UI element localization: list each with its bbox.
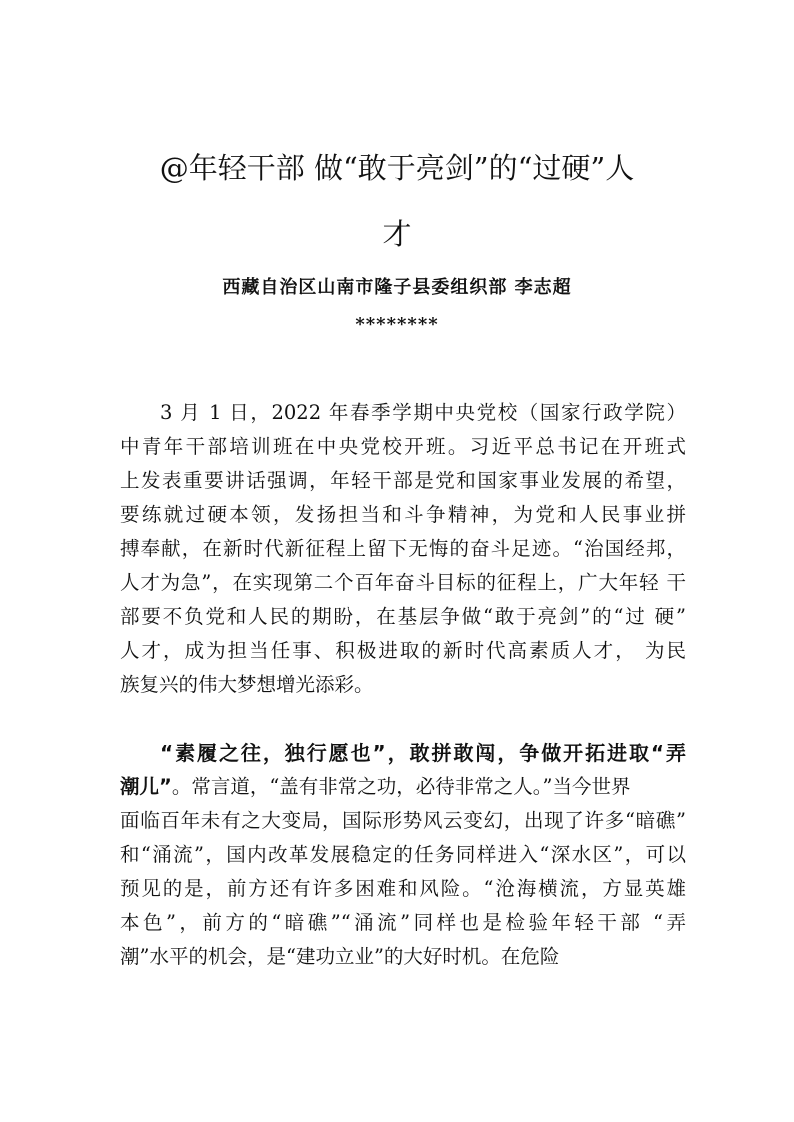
paragraph1-line: 人才为急”，在实现第二个百年奋斗目标的征程上，广大年轻 干	[120, 571, 686, 594]
paragraph1-line: 族复兴的伟大梦想增光添彩。	[120, 673, 374, 696]
author-line: 西藏自治区山南市隆子县委组织部 李志超	[222, 277, 572, 298]
paragraph1-line: 要练就过硬本领，发扬担当和斗争精神，为党和人民事业拼	[120, 503, 686, 526]
paragraph2-line: 潮”水平的机会，是“建功立业”的大好时机。在危险	[120, 945, 560, 968]
paragraph1-line: 中青年干部培训班在中央党校开班。习近平总书记在开班式	[120, 435, 686, 458]
paragraph2-heading: “素履之往，独行愿也”，敢拼敢闯，争做开拓进取“弄	[160, 741, 686, 765]
separator: ********	[355, 314, 439, 335]
paragraph1-line: 人才，成为担当任事、积极进取的新时代高素质人才， 为民	[120, 639, 686, 662]
paragraph2-line: 面临百年未有之大变局，国际形势风云变幻，出现了许多“暗礁”	[120, 809, 686, 832]
paragraph2-text: 。常言道，“盖有非常之功，必待非常之人。”当今世界	[171, 775, 631, 798]
paragraph1-line: 部要不负党和人民的期盼，在基层争做“敢于亮剑”的“过 硬”	[120, 605, 686, 628]
paragraph1-line: 3 月 1 日，2022 年春季学期中央党校（国家行政学院）	[160, 401, 686, 424]
paragraph2-line: 预见的是，前方还有许多困难和风险。“沧海横流，方显英雄	[120, 877, 686, 900]
paragraph2-heading-end: 潮儿”	[120, 775, 172, 798]
paragraph2-line: 本色”，前方的“暗礁”“涌流”同样也是检验年轻干部 “弄	[120, 911, 686, 934]
document-title-line1: @年轻干部 做“敢于亮剑”的“过硬”人	[159, 151, 635, 185]
paragraph2-line: 和“涌流”，国内改革发展稳定的任务同样进入“深水区”，可以	[120, 843, 686, 866]
document-title-line2: 才	[382, 217, 412, 251]
paragraph1-line: 搏奉献，在新时代新征程上留下无悔的奋斗足迹。“治国经邦，	[120, 537, 686, 560]
paragraph2-line	[120, 774, 686, 800]
paragraph1-line: 上发表重要讲话强调，年轻干部是党和国家事业发展的希望，	[120, 469, 686, 492]
